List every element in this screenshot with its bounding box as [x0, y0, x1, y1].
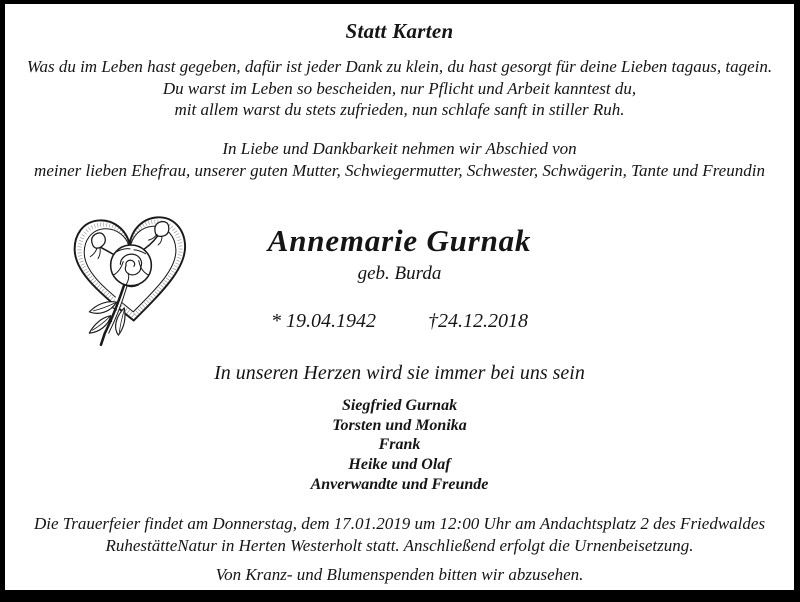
farewell-line-1: In Liebe und Dankbarkeit nehmen wir Abschied von — [222, 139, 577, 158]
funeral-info — [5, 513, 794, 556]
mourner-name: Siegfried Gurnak — [341, 397, 458, 414]
life-dates — [5, 310, 794, 333]
flowers-note: Von Kranz- und Blumenspenden bitten wir abzusehen. — [215, 565, 584, 584]
death-date: †24.12.2018 — [428, 310, 528, 332]
deceased-name: Annemarie Gurnak — [267, 223, 532, 258]
notice-header: Statt Karten — [345, 19, 454, 43]
farewell-line-2: meiner lieben Ehefrau, unserer guten Mutter, Schwiegermutter, Schwester, Schwägerin, Tante und Freundin — [34, 160, 765, 180]
funeral-info-line-2: RuhestätteNatur in Herten Westerholt statt. Anschließend erfolgt die Urnenbeisetzung. — [105, 535, 694, 555]
mourners-list — [5, 396, 794, 495]
remembrance-line: In unseren Herzen wird sie immer bei uns sein — [214, 362, 585, 384]
mourner-name: Frank — [378, 436, 421, 454]
farewell-text — [5, 138, 794, 181]
epigraph — [5, 56, 794, 121]
mourner-name: Torsten und Monika — [332, 416, 467, 434]
funeral-info-line-1: Die Trauerfeier findet am Donnerstag, dem 17.01.2019 um 12:00 Uhr am Andachtsplatz 2 des Friedwaldes — [33, 514, 766, 533]
epigraph-line-3: mit allem warst du stets zufrieden, nun schlafe sanft in stiller Ruh. — [174, 100, 625, 119]
epigraph-line-1: Was du im Leben hast gegeben, dafür ist jeder Dank zu klein, du hast gesorgt für deine Lieben tagaus, tagein. — [26, 57, 773, 76]
birth-date: * 19.04.1942 — [271, 310, 376, 332]
mourner-name: Heike und Olaf — [348, 456, 451, 474]
maiden-name: geb. Burda — [357, 263, 442, 284]
epigraph-line-2: Du warst im Leben so bescheiden, nur Pflicht und Arbeit kanntest du, — [162, 78, 637, 98]
mourner-name: Anverwandte und Freunde — [310, 475, 489, 493]
